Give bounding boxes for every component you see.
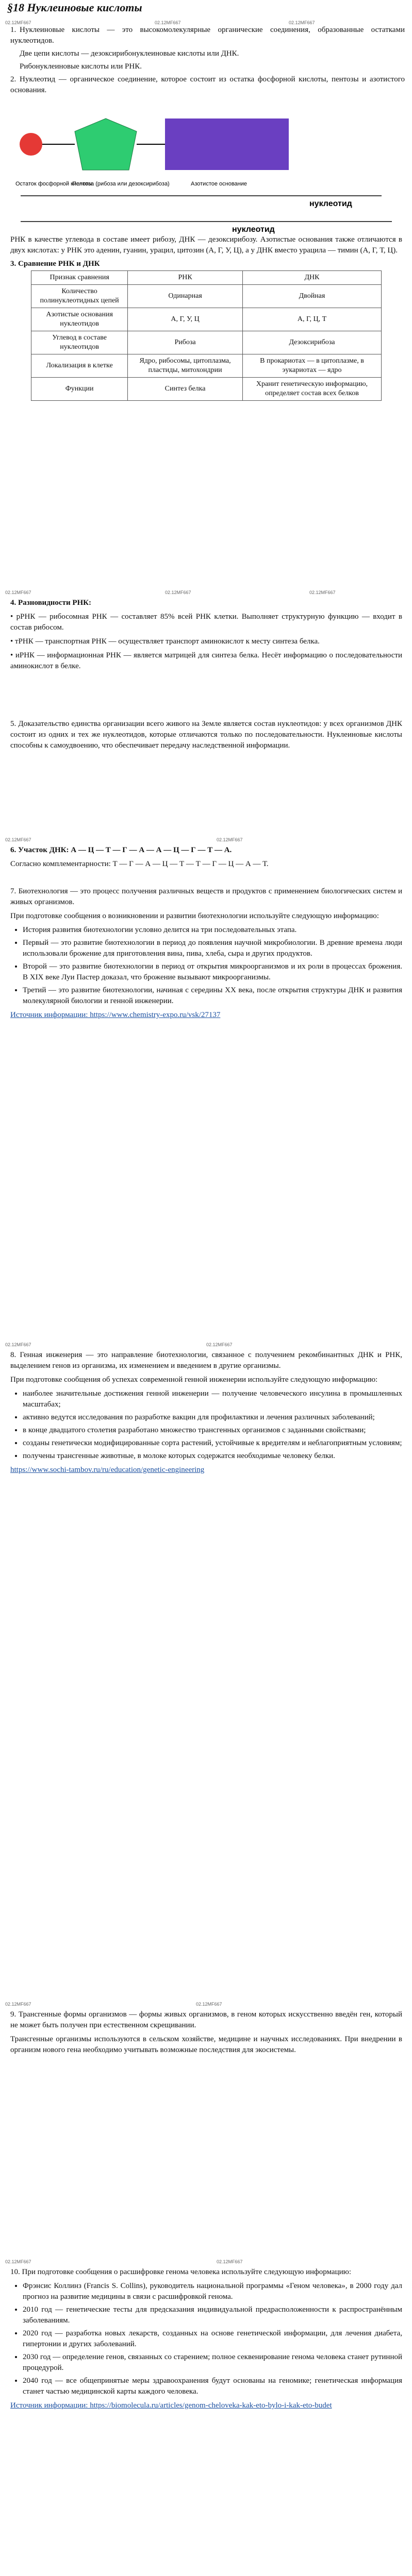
list-item: • созданы генетически модифицированные сорта растений, устойчивые к вредителям и неблагоприятным условиям;	[23, 1438, 402, 1449]
table-row: Количество полинуклеотидных цепей Одинарная Двойная	[31, 285, 382, 308]
list-item: • получены трансгенные животные, в молоке которых содержатся необходимые человеку белки.	[23, 1451, 402, 1462]
item10: 10. При подготовке сообщения о расшифровке генома человека используйте следующую информацию: • Фрэнсис Коллинз (Francis S. Collins), руководитель национальной программы «Геном человека», в 2000 году дал прогноз на развитие медицины в связи с расшифровкой генома. • 2010 год — генетические тесты для предсказания индивидуальной предрасположенности к распространённым заболеваниям. • 2020 год — разработка новых лекарств, созданных на основе генетической информации, для лечения диабета, гипертонии и других заболеваний. • 2030 год — определение генов, связанных со старением; полное секвенирование генома человека станет рутинной процедурой. • 2040 год — все общепринятые меры здравоохранения будут основаны на геномике; генетическая информация станет частью медицинской карты каждого человека. Источник информации: https://biomolecula.ru/articles/genom-cheloveka-kak-eto-bylo-i-kak-eto-budet	[10, 2267, 402, 2414]
table-row: Функции Синтез белка Хранит генетическую информацию, определяет состав всех белков	[31, 378, 382, 401]
watermark: 02.12MF667	[206, 1342, 233, 1347]
intro-item-3: Рибонуклеиновые кислоты или РНК.	[20, 62, 142, 71]
table-row: Азотистые основания нуклеотидов А, Г, У, Ц А, Г, Ц, Т	[31, 308, 382, 331]
item9: 9. Трансгенные формы организмов — формы живых организмов, в геном которых искусственно введён ген, который не может быть получен при естественном скрещивании. Трансгенные организмы используются в сельском хозяйстве, медицине и научных исследованиях. При внедрении в организм нового гена необходимо учитывать возможные последствия для экосистемы.	[10, 2010, 402, 2054]
item8: 8. Генная инженерия — это направление биотехнологии, связанное с получением рекомбинантных ДНК и РНК, выделением генов из организма, их изменением и введением в другие организмы. При подготовке сообщения об успехах современной генной инженерии используйте следующую информацию: • наиболее значительные достижения генной инженерии — получение человеческого инсулина в промышленных масштабах; • активно ведутся исследования по разработке вакцин для профилактики и лечения различных заболеваний; • в конце двадцатого столетия разработано множество трансгенных организмов с заданными свойствами; • созданы генетически модифицированные сорта растений, устойчивые к вредителям и неблагоприятным условиям; • получены трансгенные животные, в молоке которых содержатся необходимые человеку белки. https://www.sochi-tambov.ru/ru/education/genetic-engineering	[10, 1350, 402, 1479]
watermark: 02.12MF667	[5, 2259, 31, 2264]
watermark: 02.12MF667	[165, 590, 191, 595]
table-row: Локализация в клетке Ядро, рибосомы, цитоплазма, пластиды, митохондрии В прокариотах — в цитоплазме, в эукариотах — ядро	[31, 354, 382, 378]
table-caption: 3. Сравнение РНК и ДНК	[10, 260, 100, 268]
intro-item-1: 1. Нуклеиновые кислоты — это высокомолекулярные органические соединения, образованные остатками нуклеотидов.	[10, 26, 405, 45]
intro-item-2: Две цепи кислоты — дезоксирибонуклеиновые кислоты или ДНК.	[20, 49, 239, 58]
watermark: 02.12MF667	[5, 20, 31, 25]
list-item: • Первый — это развитие биотехнологии в период до появления научной микробиологии. В древние времена люди использовали брожение для приготовления вина, пива, хлеба, сыра и других продуктов.	[23, 938, 402, 959]
page-title: §18 Нуклеиновые кислоты	[7, 1, 142, 14]
nucleotide-diagram	[10, 103, 402, 252]
base-label: Азотистое основание	[191, 181, 248, 187]
watermark: 02.12MF667	[5, 590, 31, 595]
list-item: • Фрэнсис Коллинз (Francis S. Collins), руководитель национальной программы «Геном человека», в 2000 году дал прогноз на развитие медицины в связи с расшифровкой генома.	[23, 2281, 402, 2302]
table-header-cell: РНК	[128, 271, 243, 285]
watermark: 02.12MF667	[289, 20, 315, 25]
source-link[interactable]: https://www.sochi-tambov.ru/ru/education/genetic-engineering	[10, 1466, 205, 1474]
list-item: • Второй — это развитие биотехнологии в период от открытия микроорганизмов и их роли в процессах брожения. В XIX веке Луи Пастер доказал, что брожение вызывают микроорганизмы.	[23, 961, 402, 983]
list-item: • в конце двадцатого столетия разработано множество трансгенных организмов с заданными свойствами;	[23, 1425, 402, 1436]
list-item: • 2040 год — все общепринятые меры здравоохранения будут основаны на геномике; генетическая информация станет частью медицинской карты каждого человека.	[23, 2376, 402, 2397]
item7: 7. Биотехнология — это процесс получения различных веществ и продуктов с применением биологических систем и живых организмов. При подготовке сообщения о возникновении и развитии биотехнологии используйте следующую информацию: • История развития биотехнологии условно делится на три последовательных этапа. • Первый — это развитие биотехнологии в период до появления научной микробиологии. В древние времена люди использовали брожение для приготовления вина, пива, хлеба, сыра и других продуктов. • Второй — это развитие биотехнологии в период от открытия микроорганизмов и их роли в процессах брожения. В XIX веке Луи Пастер доказал, что брожение вызывают микроорганизмы. • Третий — это развитие биотехнологии, начиная с середины XX века, после открытия структуры ДНК и развития молекулярной биологии и генной инженерии. Источник информации: https://www.chemistry-expo.ru/vsk/27137	[10, 886, 402, 1024]
list-item: • наиболее значительные достижения генной инженерии — получение человеческого инсулина в промышленных масштабах;	[23, 1388, 402, 1410]
phosphate-label: Остаток фосфорной кислоты	[15, 181, 92, 187]
item6: 6. Участок ДНК: А — Ц — Т — Г — А — А — Ц — Г — Т — А. Согласно комплементарности: Т — Г — А — Ц — Т — Т — Г — Ц — А — Т.	[10, 846, 269, 868]
watermark: 02.12MF667	[5, 2002, 31, 2007]
phosphate-circle	[20, 133, 42, 156]
pentose-pentagon	[75, 118, 137, 170]
watermark: 02.12MF667	[217, 2259, 243, 2264]
list-item: • История развития биотехнологии условно делится на три последовательных этапа.	[23, 925, 402, 936]
watermark: 02.12MF667	[5, 837, 31, 842]
item5: 5. Доказательство единства организации всего живого на Земле является состав нуклеотидов: у всех организмов ДНК состоит из одних и тех же нуклеотидов, которые отличаются только по последовательности. Нуклеиновые кислоты способны к самоудвоению, что обеспечивает передачу наследственной информации.	[10, 720, 402, 750]
comparison-table	[31, 270, 382, 401]
table-header-cell: Признак сравнения	[31, 271, 128, 285]
intro-item-4: 2. Нуклеотид — органическое соединение, которое состоит из остатка фосфорной кислоты, пентозы и азотистого основания.	[10, 75, 405, 94]
watermark: 02.12MF667	[155, 20, 181, 25]
pentose-label: Пентоза (рибоза или дезоксирибоза)	[72, 181, 170, 187]
table-row: Углевод в составе нуклеотидов Рибоза Дезоксирибоза	[31, 331, 382, 354]
list-item: • 2010 год — генетические тесты для предсказания индивидуальной предрасположенности к распространённым заболеваниям.	[23, 2304, 402, 2326]
watermark: 02.12MF667	[309, 590, 336, 595]
list-item: • активно ведутся исследования по разработке вакцин для профилактики и лечения различных заболеваний;	[23, 1412, 402, 1423]
list-item: • Третий — это развитие биотехнологии, начиная с середины XX века, после открытия структуры ДНК и развития молекулярной биологии и генной инженерии.	[23, 985, 402, 1007]
nitrogen-base-rect	[165, 118, 289, 170]
list-item: • 2030 год — определение генов, связанных со старением; полное секвенирование генома человека станет рутинной процедурой.	[23, 2352, 402, 2374]
list-item: • 2020 год — разработка новых лекарств, созданных на основе генетической информации, для лечения диабета, гипертонии и других заболеваний.	[23, 2328, 402, 2350]
intro-list	[10, 25, 405, 98]
nucleotide-label: нуклеотид	[309, 199, 352, 208]
source-link[interactable]: Источник информации: https://www.chemistry-expo.ru/vsk/27137	[10, 1011, 221, 1019]
item4: 4. Разновидности РНК: • рРНК — рибосомная РНК — составляет 85% всей РНК клетки. Выполняет структурную функцию — входит в состав рибосом. • тРНК — транспортная РНК — осуществляет транспорт аминокислот к месту синтеза белка. • иРНК — информационная РНК — является матрицей для синтеза белка. Несёт информацию о последовательности аминокислот в белке.	[10, 599, 402, 670]
watermark: 02.12MF667	[5, 1342, 31, 1347]
table-header-row	[31, 271, 382, 285]
watermark: 02.12MF667	[196, 2002, 222, 2007]
nucleotide-label-2: нуклеотид	[232, 225, 275, 234]
watermark: 02.12MF667	[217, 837, 243, 842]
para3: РНК в качестве углевода в составе имеет рибозу, ДНК — дезоксирибозу. Азотистые основания также отличаются в двух кислотах: у РНК это аденин, гуанин, урацил, цитозин (А, Г, У, Ц), а у ДНК вместо урацила — тимин (А, Г, Т, Ц).	[10, 235, 402, 255]
table-header-cell: ДНК	[242, 271, 381, 285]
source-link[interactable]: Источник информации: https://biomolecula.ru/articles/genom-cheloveka-kak-eto-bylo-i-kak-eto-budet	[10, 2401, 332, 2410]
